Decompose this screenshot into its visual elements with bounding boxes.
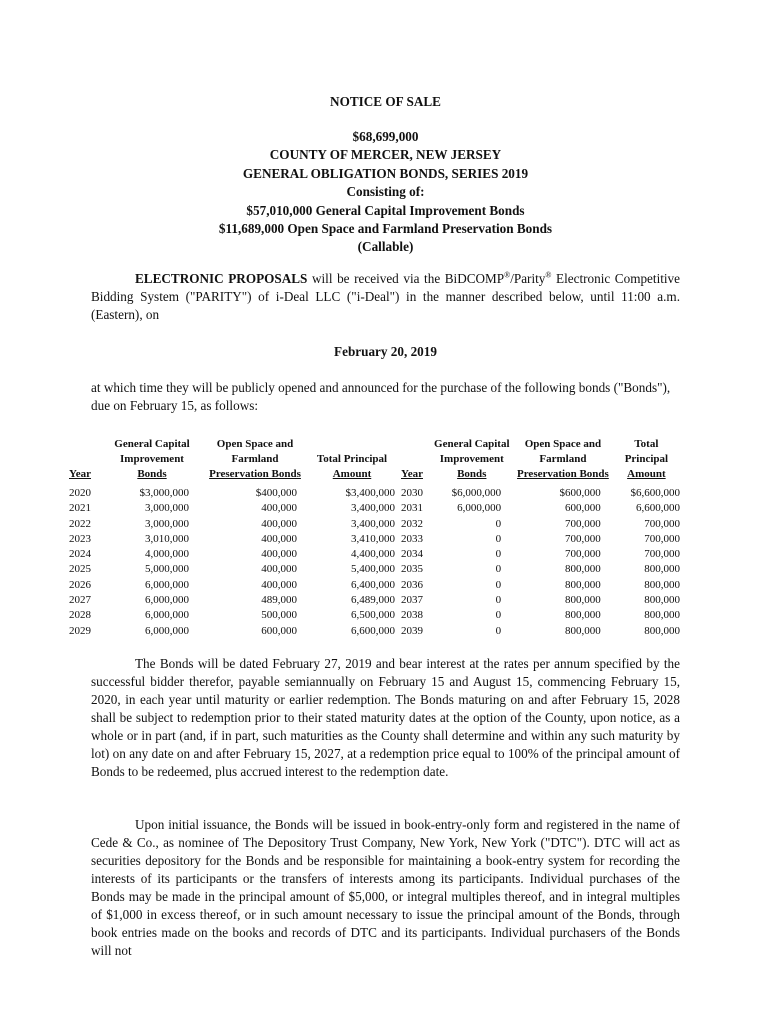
table-row — [69, 517, 395, 532]
open-space-amount-cell: 400,000 — [261, 578, 297, 591]
open-space-amount-cell: 489,000 — [261, 594, 297, 607]
year-cell: 2034 — [401, 548, 423, 561]
year-cell: 2033 — [401, 532, 423, 545]
table-row — [69, 578, 395, 593]
year-cell: 2035 — [401, 563, 423, 576]
total-amount-cell: 6,600,000 — [636, 502, 680, 515]
open-space-amount-cell: 500,000 — [261, 609, 297, 622]
open-space-amount-cell: 800,000 — [565, 563, 601, 576]
year-cell: 2025 — [69, 563, 91, 576]
document-title: NOTICE OF SALE — [330, 94, 441, 109]
total-amount-cell: $3,400,000 — [345, 487, 395, 499]
table-row — [69, 532, 395, 547]
col-open-space: Open Space and Farmland Preservation Bonds — [517, 438, 609, 480]
table-row — [401, 608, 680, 623]
table-row — [401, 624, 680, 639]
gci-amount-cell: 3,000,000 — [145, 502, 189, 515]
gci-amount-cell: $6,000,000 — [451, 487, 502, 499]
total-amount-cell: 3,400,000 — [351, 502, 395, 515]
col-year: Year — [69, 468, 91, 480]
sale-date: February 20, 2019 — [334, 344, 437, 359]
col-total: Total Principal Amount — [624, 438, 669, 480]
year-cell: 2020 — [69, 487, 91, 499]
table-row — [69, 486, 395, 501]
heading-series: GENERAL OBLIGATION BONDS, SERIES 2019 — [242, 165, 529, 181]
year-cell: 2022 — [69, 517, 91, 530]
total-amount-cell: 800,000 — [644, 578, 680, 591]
open-space-amount-cell: 700,000 — [565, 532, 601, 545]
intro-paragraph — [91, 270, 680, 324]
open-space-amount-cell: 800,000 — [565, 624, 601, 637]
total-amount-cell: 3,410,000 — [351, 532, 395, 545]
gci-amount-cell: 0 — [495, 609, 502, 622]
year-cell: 2037 — [401, 594, 423, 607]
year-cell: 2021 — [69, 502, 91, 515]
total-amount-cell: 700,000 — [644, 532, 680, 545]
open-space-amount-cell: 700,000 — [565, 548, 601, 561]
gci-amount-cell: 0 — [495, 517, 502, 530]
open-space-amount-cell: $400,000 — [255, 487, 297, 499]
total-amount-cell: 6,600,000 — [351, 624, 395, 637]
col-year: Year — [401, 468, 423, 480]
maturity-table-right — [401, 437, 680, 639]
total-amount-cell: 5,400,000 — [351, 563, 395, 576]
gci-amount-cell: 0 — [495, 532, 502, 545]
gci-amount-cell: 0 — [495, 594, 502, 607]
table-row — [401, 486, 680, 501]
maturity-table-left — [69, 437, 395, 639]
heading-part1: $57,010,000 General Capital Improvement Bonds — [246, 202, 525, 218]
total-amount-cell: 800,000 — [644, 563, 680, 576]
intro-text-a: will be received via the BiDCOMP — [307, 271, 505, 286]
gci-amount-cell: 0 — [495, 624, 502, 637]
total-amount-cell: 6,400,000 — [351, 578, 395, 591]
gci-amount-cell: 6,000,000 — [145, 609, 189, 622]
table-row — [69, 547, 395, 562]
gci-amount-cell: 6,000,000 — [457, 502, 502, 515]
table-row — [401, 532, 680, 547]
year-cell: 2039 — [401, 624, 423, 637]
gci-amount-cell: 6,000,000 — [145, 578, 189, 591]
total-amount-cell: 4,400,000 — [351, 548, 395, 561]
intro-lead: ELECTRONIC PROPOSALS — [135, 271, 308, 286]
heading-consisting: Consisting of: — [346, 184, 425, 200]
open-space-amount-cell: 400,000 — [261, 517, 297, 530]
gci-amount-cell: 3,010,000 — [145, 532, 189, 545]
col-gci: General Capital Improvement Bonds — [434, 438, 510, 480]
open-space-amount-cell: 800,000 — [565, 609, 601, 622]
year-cell: 2031 — [401, 502, 423, 515]
open-space-amount-cell: 400,000 — [261, 563, 297, 576]
intro-text-b: /Parity — [510, 271, 546, 286]
dated-paragraph: The Bonds will be dated February 27, 2019 and bear interest at the rates per annum specified by the successful bidder therefor, payable semiannually on February 15 and August 15, commencing February 15, 2020, in each year until maturity or earlier redemption. The Bonds maturing on and after February 15, 2028 shall be subject to redemption prior to their stated maturity dates at the option of the County, upon notice, as a whole or in part (and, if in part, such maturities as the County shall determine and within any such maturity by lot) on any date on and after February 15, 2027, at a redemption price equal to 100% of the principal amount of Bonds to be redeemed, plus accrued interest to the redemption date. — [91, 656, 680, 779]
open-space-amount-cell: 800,000 — [565, 594, 601, 607]
year-cell: 2027 — [69, 594, 91, 607]
year-cell: 2029 — [69, 624, 91, 637]
bond-heading — [91, 128, 680, 257]
gci-amount-cell: $3,000,000 — [139, 487, 189, 499]
year-cell: 2030 — [401, 487, 423, 499]
col-gci: General Capital Improvement Bonds — [114, 438, 190, 480]
col-open-space: Open Space and Farmland Preservation Bonds — [209, 438, 301, 480]
heading-part2: $11,689,000 Open Space and Farmland Preservation Bonds — [218, 221, 553, 237]
heading-amount: $68,699,000 — [352, 129, 419, 144]
gci-amount-cell: 5,000,000 — [145, 563, 189, 576]
total-amount-cell: 800,000 — [644, 624, 680, 637]
table-row — [401, 578, 680, 593]
open-space-amount-cell: 400,000 — [261, 548, 297, 561]
year-cell: 2032 — [401, 517, 423, 530]
year-cell: 2028 — [69, 609, 91, 622]
total-amount-cell: 6,500,000 — [351, 609, 395, 622]
open-space-amount-cell: $600,000 — [559, 487, 601, 499]
open-space-amount-cell: 600,000 — [565, 502, 601, 515]
heading-issuer: COUNTY OF MERCER, NEW JERSEY — [269, 147, 502, 163]
open-space-amount-cell: 800,000 — [565, 578, 601, 591]
gci-amount-cell: 3,000,000 — [145, 517, 189, 530]
year-cell: 2036 — [401, 578, 423, 591]
table-row — [401, 547, 680, 562]
total-amount-cell: 800,000 — [644, 609, 680, 622]
opening-paragraph: at which time they will be publicly opened and announced for the purchase of the following bonds ("Bonds"), due on February 15, as follows: — [91, 380, 671, 413]
total-amount-cell: 6,489,000 — [351, 594, 395, 607]
total-amount-cell: 3,400,000 — [351, 517, 395, 530]
gci-amount-cell: 0 — [495, 548, 502, 561]
table-row — [69, 624, 395, 639]
year-cell: 2024 — [69, 548, 91, 561]
table-row — [69, 562, 395, 577]
col-total: Total Principal Amount — [316, 453, 388, 480]
gci-amount-cell: 0 — [495, 563, 502, 576]
open-space-amount-cell: 400,000 — [261, 502, 297, 515]
year-cell: 2023 — [69, 532, 91, 545]
table-row — [69, 593, 395, 608]
registered-mark: ® — [504, 270, 511, 280]
total-amount-cell: 700,000 — [644, 548, 680, 561]
year-cell: 2038 — [401, 609, 423, 622]
intro-text-c: Electronic Competitive Bidding System ("PARITY") of i-Deal LLC ("i-Deal") in the manner described below, until 11:00 a.m. (Eastern), on — [91, 271, 681, 322]
table-row — [401, 593, 680, 608]
gci-amount-cell: 4,000,000 — [145, 548, 189, 561]
book-entry-paragraph: Upon initial issuance, the Bonds will be issued in book-entry-only form and registered in the name of Cede & Co., as nominee of The Depository Trust Company, New York, New York ("DTC"). DTC will act as securities depository for the Bonds and be responsible for maintaining a book-entry system for recording the interests of its participants or the transfers of interests among its participants. Individual purchases of the Bonds may be made in the principal amount of $5,000, or integral multiples thereof, and in integral multiples of $1,000 in excess thereof, or in such amount necessary to issue the principal amount of the Bonds, through book entries made on the books and records of DTC and its participants. Individual purchasers of the Bonds will not — [91, 817, 680, 958]
table-row — [69, 501, 395, 516]
table-row — [401, 562, 680, 577]
open-space-amount-cell: 700,000 — [565, 517, 601, 530]
open-space-amount-cell: 400,000 — [261, 532, 297, 545]
table-row — [69, 608, 395, 623]
registered-mark: ® — [545, 270, 552, 280]
table-row — [401, 517, 680, 532]
gci-amount-cell: 6,000,000 — [145, 594, 189, 607]
total-amount-cell: 800,000 — [644, 594, 680, 607]
gci-amount-cell: 6,000,000 — [145, 624, 189, 637]
year-cell: 2026 — [69, 578, 91, 591]
total-amount-cell: 700,000 — [644, 517, 680, 530]
open-space-amount-cell: 600,000 — [261, 624, 297, 637]
gci-amount-cell: 0 — [495, 578, 502, 591]
table-row — [401, 501, 680, 516]
heading-callable: (Callable) — [357, 239, 414, 255]
total-amount-cell: $6,600,000 — [630, 487, 680, 499]
